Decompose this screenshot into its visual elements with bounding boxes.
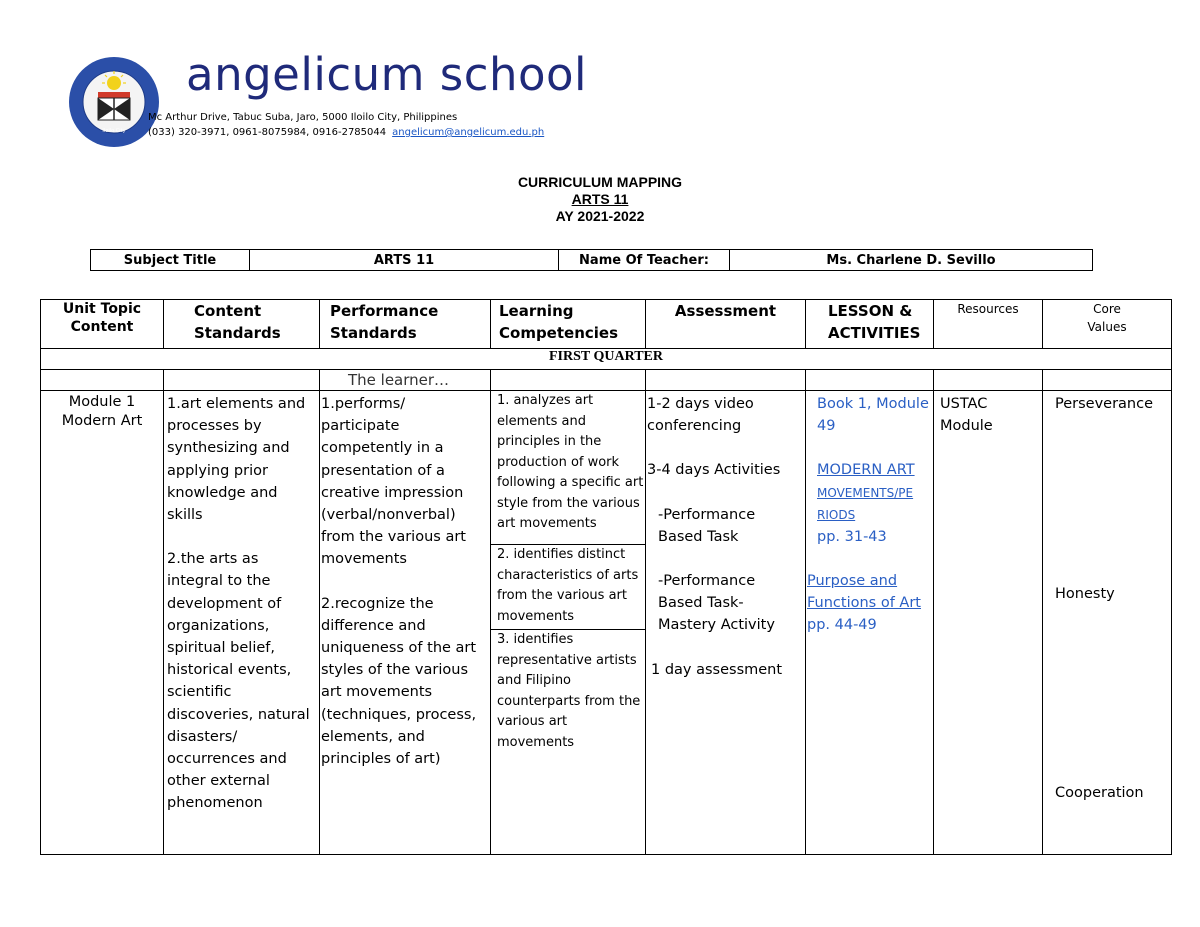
performance-standard-1: 1.performs/ participate competently in a presentation of a creative impression (verbal/nonverbal) from the various art movements bbox=[321, 396, 466, 568]
header-content: Content Standards bbox=[164, 300, 320, 349]
lesson-movements-link[interactable]: MOVEMENTS/PERIODS bbox=[817, 485, 914, 522]
school-email-link[interactable]: angelicum@angelicum.edu.ph bbox=[392, 127, 545, 138]
header-learning: Learning Competencies bbox=[491, 300, 646, 349]
assessment-4: -Performance Based Task- Mastery Activity bbox=[658, 573, 775, 634]
header-performance: Performance Standards bbox=[320, 300, 491, 349]
header-unit: Unit Topic Content bbox=[41, 300, 164, 349]
value-honesty: Honesty bbox=[1055, 586, 1115, 602]
school-name: angelicum school bbox=[186, 48, 588, 101]
assessment-1: 1-2 days video conferencing bbox=[647, 396, 754, 435]
school-address: Mc Arthur Drive, Tabuc Suba, Jaro, 5000 Iloilo City, Philippines bbox=[148, 112, 458, 123]
subject-title-value: ARTS 11 bbox=[250, 250, 559, 271]
subject-info-table bbox=[90, 249, 1093, 271]
learner-label: The learner… bbox=[320, 370, 491, 391]
learner-row bbox=[41, 370, 1172, 391]
lesson-purpose-link[interactable]: Purpose and Functions of Art bbox=[807, 572, 921, 612]
teacher-label: Name Of Teacher: bbox=[559, 250, 730, 271]
title-line-3: AY 2021-2022 bbox=[555, 208, 645, 224]
competencies-cell bbox=[491, 391, 646, 855]
header-values: Core Values bbox=[1043, 300, 1172, 349]
document-title bbox=[0, 174, 1200, 225]
header-assessment: Assessment bbox=[646, 300, 806, 349]
title-line-2: ARTS 11 bbox=[571, 191, 629, 207]
performance-standards-cell bbox=[320, 391, 491, 855]
content-standard-2: 2.the arts as integral to the development of organizations, spiritual belief, historical events, scientific discoveries, natural disasters/ occurrences and other external phenomenon bbox=[167, 551, 310, 812]
unit-cell: Module 1 Modern Art bbox=[41, 391, 164, 855]
competency-2: 2. identifies distinct characteristics of arts from the various art movements bbox=[491, 545, 645, 630]
assessment-5: 1 day assessment bbox=[651, 661, 783, 678]
lesson-book-ref: Book 1, Module 49 bbox=[817, 396, 929, 435]
school-contact bbox=[148, 110, 544, 140]
performance-standard-2: 2.recognize the difference and uniqueness of the art styles of the various art movements (techniques, process, elements, and principles of art) bbox=[321, 595, 477, 768]
school-logo bbox=[68, 56, 160, 148]
quarter-row bbox=[41, 349, 1172, 370]
quarter-label: FIRST QUARTER bbox=[41, 349, 1172, 370]
header-resources: Resources bbox=[934, 300, 1043, 349]
lesson-pages-1: pp. 31-43 bbox=[817, 528, 887, 545]
header-lesson: LESSON & ACTIVITIES bbox=[806, 300, 934, 349]
assessment-3: -Performance Based Task bbox=[658, 506, 756, 545]
module-row bbox=[41, 391, 1172, 855]
content-standard-1: 1.art elements and processes by synthesizing and applying prior knowledge and skills bbox=[167, 396, 306, 524]
assessment-cell bbox=[646, 391, 806, 855]
value-perseverance: Perseverance bbox=[1055, 396, 1154, 412]
school-phones: (033) 320-3971, 0961-8075984, 0916-2785044 bbox=[148, 127, 387, 138]
header-row bbox=[41, 300, 1172, 349]
title-line-1: CURRICULUM MAPPING bbox=[517, 174, 683, 190]
resources-cell: USTAC Module bbox=[934, 391, 1043, 855]
value-cooperation: Cooperation bbox=[1055, 785, 1144, 801]
lesson-pages-2: pp. 44-49 bbox=[807, 617, 877, 634]
core-values-cell bbox=[1043, 391, 1172, 855]
curriculum-map-table bbox=[40, 299, 1172, 855]
teacher-value: Ms. Charlene D. Sevillo bbox=[730, 250, 1093, 271]
lesson-activities-cell bbox=[806, 391, 934, 855]
svg-text:Iloilo City: Iloilo City bbox=[102, 128, 126, 134]
competency-1: 1. analyzes art elements and principles in the production of work following a specific art style from the various art movements bbox=[491, 391, 645, 545]
subject-title-label: Subject Title bbox=[91, 250, 250, 271]
competency-3: 3. identifies representative artists and Filipino counterparts from the various art movements bbox=[497, 632, 641, 750]
content-standards-cell bbox=[164, 391, 320, 855]
assessment-2: 3-4 days Activities bbox=[647, 462, 781, 479]
lesson-modern-art-link[interactable]: MODERN ART bbox=[817, 462, 915, 479]
